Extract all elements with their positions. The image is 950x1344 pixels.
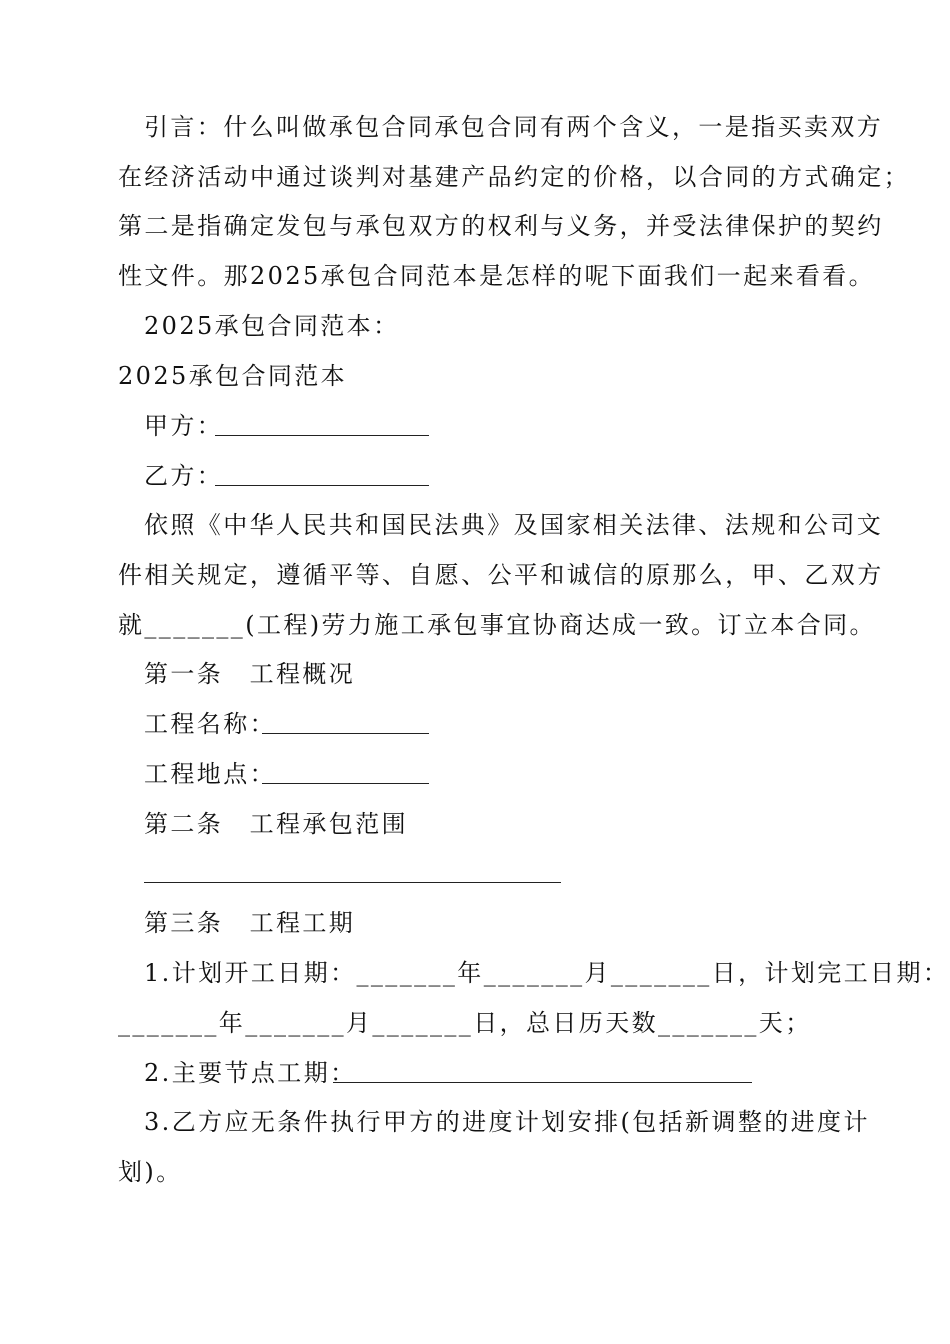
project-location-label: 工程地点： — [144, 760, 276, 788]
scope-blank — [144, 882, 561, 883]
preamble-line-3: 就_______(工程)劳力施工承包事宜协商达成一致。订立本合同。 — [118, 611, 876, 639]
party-a-blank — [215, 435, 429, 436]
party-b-label: 乙方： — [144, 462, 224, 490]
article-2-heading: 第二条 工程承包范围 — [144, 810, 408, 838]
schedule-item-3-line-1: 3.乙方应无条件执行甲方的进度计划安排(包括新调整的进度计 — [144, 1108, 870, 1136]
article-3-heading: 第三条 工程工期 — [144, 909, 356, 937]
milestone-blank — [333, 1082, 752, 1083]
schedule-item-2-label: 2.主要节点工期： — [144, 1059, 357, 1087]
project-location-blank — [262, 783, 429, 784]
project-name-blank — [262, 733, 429, 734]
schedule-item-1-line-2: _______年_______月_______日，总日历天数_______天； — [118, 1009, 812, 1037]
intro-line-4: 性文件。那2025承包合同范本是怎样的呢下面我们一起来看看。 — [118, 262, 876, 290]
party-b-blank — [215, 485, 429, 486]
intro-line-3: 第二是指确定发包与承包双方的权利与义务，并受法律保护的契约 — [118, 212, 884, 240]
intro-line-2: 在经济活动中通过谈判对基建产品约定的价格，以合同的方式确定； — [118, 163, 910, 191]
preamble-line-2: 件相关规定，遵循平等、自愿、公平和诚信的原那么，甲、乙双方 — [118, 561, 884, 589]
schedule-item-1-line-1: 1.计划开工日期：_______年_______月_______日，计划完工日期： — [144, 959, 950, 987]
party-a-label: 甲方： — [144, 412, 224, 440]
preamble-line-1: 依照《中华人民共和国民法典》及国家相关法律、法规和公司文 — [144, 511, 884, 539]
schedule-item-3-line-2: 划)。 — [118, 1158, 183, 1186]
contract-title: 2025承包合同范本 — [118, 362, 348, 390]
intro-line-1: 引言：什么叫做承包合同承包合同有两个含义，一是指买卖双方 — [144, 113, 884, 141]
project-name-label: 工程名称： — [144, 710, 276, 738]
article-1-heading: 第一条 工程概况 — [144, 660, 356, 688]
lead-text: 2025承包合同范本： — [144, 312, 400, 340]
